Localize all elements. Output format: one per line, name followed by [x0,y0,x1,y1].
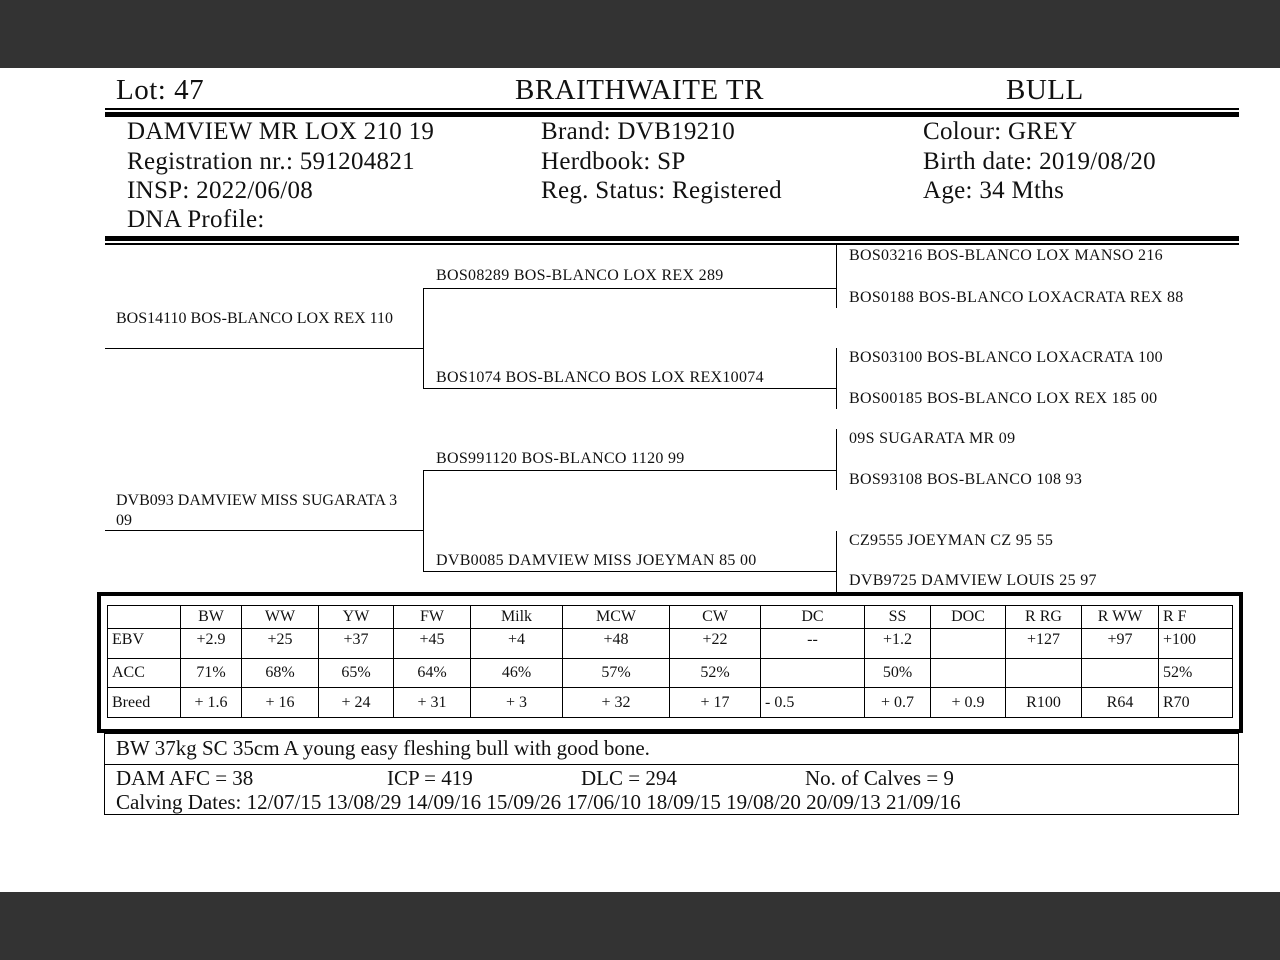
breed-row [108,688,1233,718]
ebv-cell [931,629,1006,659]
ebv-col-header: Milk [471,606,563,629]
acc-cell: 50% [865,659,931,688]
acc-cell: 52% [670,659,761,688]
brand: Brand: DVB19210 [541,118,736,145]
dam-calf-count: No. of Calves = 9 [805,766,954,790]
info-rule-thin [105,243,1239,245]
ebv-cell: +45 [394,629,471,659]
acc-cell: 65% [319,659,394,688]
ebv-cell: +22 [670,629,761,659]
breed-cell: + 31 [394,688,471,718]
pedigree-gen3-1: BOS03216 BOS-BLANCO LOX MANSO 216 [849,247,1163,264]
ebv-cell: -- [761,629,865,659]
inspection-date: INSP: 2022/06/08 [127,177,314,204]
dam-line [105,530,424,531]
ebv-col-header: DC [761,606,865,629]
ebv-col-header: FW [394,606,471,629]
header-rule-thick [105,112,1239,117]
ebv-col-header: YW [319,606,394,629]
ebv-cell: +2.9 [181,629,242,659]
dam-dam-line [423,571,837,572]
ebv-table [107,605,1233,718]
herdbook: Herdbook: SP [541,148,686,175]
acc-cell: 71% [181,659,242,688]
acc-cell [931,659,1006,688]
breed-cell: R70 [1159,688,1233,718]
breed-cell: R100 [1006,688,1082,718]
ebv-row-label: ACC [108,659,181,688]
animal-sex: BULL [1006,74,1084,106]
ebv-col-header: BW [181,606,242,629]
animal-name: DAMVIEW MR LOX 210 19 [127,118,435,145]
lot-number: Lot: 47 [116,74,205,106]
gen3-bracket-3 [836,429,837,490]
dna-profile: DNA Profile: [127,206,265,233]
ebv-cell: +97 [1082,629,1159,659]
pedigree-sire-sire: BOS08289 BOS-BLANCO LOX REX 289 [436,267,724,284]
ebv-col-header [108,606,181,629]
pedigree-sire-dam: BOS1074 BOS-BLANCO BOS LOX REX10074 [436,369,764,386]
comments-box [104,733,1239,765]
ebv-cell: +1.2 [865,629,931,659]
ebv-cell: +127 [1006,629,1082,659]
ebv-row-label: EBV [108,629,181,659]
gen3-bracket-2 [836,348,837,409]
dam-icp: ICP = 419 [387,766,473,790]
dam-bracket [423,470,424,572]
ebv-cell: +25 [242,629,319,659]
ebv-col-header: MCW [563,606,670,629]
pedigree-gen3-3: BOS03100 BOS-BLANCO LOXACRATA 100 [849,349,1163,366]
ebv-cell: +37 [319,629,394,659]
registration-number: Registration nr.: 591204821 [127,148,415,175]
ebv-header-row [108,606,1233,629]
comments-text: BW 37kg SC 35cm A young easy fleshing bull with good bone. [116,736,650,760]
breed-cell: + 1.6 [181,688,242,718]
birth-date: Birth date: 2019/08/20 [923,148,1156,175]
ebv-cell: +48 [563,629,670,659]
ebv-col-header: R WW [1082,606,1159,629]
pedigree-dam-dam: DVB0085 DAMVIEW MISS JOEYMAN 85 00 [436,552,757,569]
calving-dates: Calving Dates: 12/07/15 13/08/29 14/09/16 15/09/26 17/06/10 18/09/15 19/08/20 20/09/13 21/09/16 [116,790,961,814]
pedigree-gen3-4: BOS00185 BOS-BLANCO LOX REX 185 00 [849,390,1158,407]
dam-afc: DAM AFC = 38 [116,766,254,790]
age: Age: 34 Mths [923,177,1065,204]
registration-status: Reg. Status: Registered [541,177,782,204]
ebv-col-header: CW [670,606,761,629]
breed-cell: + 0.9 [931,688,1006,718]
bottom-dark-band [0,892,1280,960]
top-dark-band [0,0,1280,68]
pedigree-gen3-5: 09S SUGARATA MR 09 [849,430,1016,447]
acc-cell [761,659,865,688]
pedigree-gen3-8: DVB9725 DAMVIEW LOUIS 25 97 [849,572,1097,589]
ebv-row [108,629,1233,659]
breed-cell: + 17 [670,688,761,718]
pedigree-gen3-2: BOS0188 BOS-BLANCO LOXACRATA REX 88 [849,289,1184,306]
dam-dlc: DLC = 294 [581,766,677,790]
ebv-col-header: R RG [1006,606,1082,629]
acc-cell [1082,659,1159,688]
ebv-col-header: R F [1159,606,1233,629]
sire-sire-line [423,288,837,289]
pedigree-sire: BOS14110 BOS-BLANCO LOX REX 110 [116,310,394,327]
header-rule-thin [105,108,1239,110]
breed-cell: + 16 [242,688,319,718]
ebv-row-label: Breed [108,688,181,718]
info-rule-thick [105,236,1239,241]
pedigree-dam-sire: BOS991120 BOS-BLANCO 1120 99 [436,450,685,467]
dam-stats-box [104,764,1239,815]
breed-cell: + 0.7 [865,688,931,718]
acc-cell [1006,659,1082,688]
pedigree-gen3-6: BOS93108 BOS-BLANCO 108 93 [849,471,1083,488]
breed-cell: + 24 [319,688,394,718]
ebv-col-header: DOC [931,606,1006,629]
breed-cell: + 32 [563,688,670,718]
acc-cell: 64% [394,659,471,688]
acc-cell: 52% [1159,659,1233,688]
breeder-name: BRAITHWAITE TR [515,74,764,106]
breed-cell: R64 [1082,688,1159,718]
ebv-col-header: SS [865,606,931,629]
gen3-bracket-4 [836,531,837,592]
sire-dam-line [423,388,837,389]
ebv-col-header: WW [242,606,319,629]
acc-cell: 57% [563,659,670,688]
acc-cell: 68% [242,659,319,688]
pedigree-dam: DVB093 DAMVIEW MISS SUGARATA 3 09 [116,492,398,529]
dam-sire-line [423,470,837,471]
ebv-cell: +100 [1159,629,1233,659]
gen3-bracket-1 [836,245,837,308]
breed-cell: + 3 [471,688,563,718]
sire-line [105,348,424,349]
pedigree-gen3-7: CZ9555 JOEYMAN CZ 95 55 [849,532,1054,549]
sire-bracket [423,288,424,389]
colour: Colour: GREY [923,118,1078,145]
ebv-cell: +4 [471,629,563,659]
acc-cell: 46% [471,659,563,688]
breed-cell: - 0.5 [761,688,865,718]
acc-row [108,659,1233,688]
